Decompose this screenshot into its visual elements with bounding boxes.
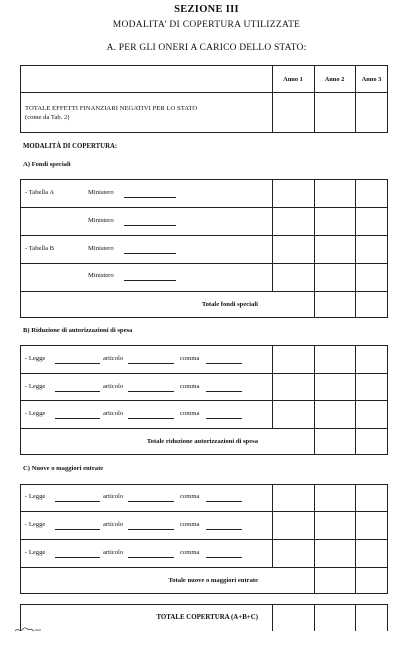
articolo-field bbox=[128, 391, 174, 392]
ministero-field bbox=[124, 197, 176, 198]
riduzione-total-label: Totale riduzione autorizzazioni di spesa bbox=[146, 438, 258, 445]
legge-label: - Legge bbox=[25, 410, 46, 417]
totale-copertura-label: TOTALE COPERTURA (A+B+C) bbox=[156, 614, 258, 621]
articolo-label: articolo bbox=[103, 493, 124, 500]
articolo-label: articolo bbox=[103, 410, 124, 417]
page-subtitle: MODALITA’ DI COPERTURA UTILIZZATE bbox=[112, 20, 301, 30]
legge-field bbox=[55, 391, 100, 392]
part-title: A. PER GLI ONERI A CARICO DELLO STATO: bbox=[106, 43, 307, 53]
legge-field bbox=[55, 529, 100, 530]
ministero-label: Ministero bbox=[88, 272, 114, 279]
modalita-heading: MODALITÀ DI COPERTURA: bbox=[23, 143, 118, 150]
comma-label: comma bbox=[180, 493, 200, 500]
legge-label: - Legge bbox=[25, 549, 46, 556]
legge-label: - Legge bbox=[25, 383, 46, 390]
ministero-field bbox=[124, 225, 176, 226]
articolo-field bbox=[128, 363, 174, 364]
comma-field bbox=[206, 418, 242, 419]
section-title: SEZIONE III bbox=[174, 4, 239, 15]
comma-label: comma bbox=[180, 549, 200, 556]
entrate-heading: C) Nuove o maggiori entrate bbox=[23, 465, 104, 472]
comma-label: comma bbox=[180, 410, 200, 417]
column-header-anno-3: Anno 3 bbox=[361, 76, 382, 83]
articolo-label: articolo bbox=[103, 549, 124, 556]
legge-field bbox=[55, 501, 100, 502]
column-header-anno-1: Anno 1 bbox=[283, 76, 303, 83]
column-header-anno-2: Anno 2 bbox=[324, 76, 345, 83]
articolo-label: articolo bbox=[103, 521, 124, 528]
articolo-label: articolo bbox=[103, 383, 124, 390]
comma-field bbox=[206, 391, 242, 392]
articolo-field bbox=[128, 501, 174, 502]
ministero-label: Ministero bbox=[88, 189, 114, 196]
comma-field bbox=[206, 501, 242, 502]
articolo-field bbox=[128, 557, 174, 558]
legge-field bbox=[55, 557, 100, 558]
legge-label: - Legge bbox=[25, 493, 46, 500]
tabella-a-label: - Tabella A bbox=[25, 189, 55, 196]
ministero-label: Ministero bbox=[88, 245, 114, 252]
totale-effetti-note: (come da Tab. 2) bbox=[25, 114, 70, 121]
fondi-heading: A) Fondi speciali bbox=[23, 161, 71, 168]
handwritten-mark-icon bbox=[14, 626, 42, 634]
ministero-field bbox=[124, 280, 176, 281]
comma-label: comma bbox=[180, 383, 200, 390]
fondi-table bbox=[20, 179, 388, 318]
articolo-label: articolo bbox=[103, 355, 124, 362]
comma-label: comma bbox=[180, 521, 200, 528]
legge-label: - Legge bbox=[25, 521, 46, 528]
comma-field bbox=[206, 557, 242, 558]
riduzione-heading: B) Riduzione di autorizzazioni di spesa bbox=[23, 327, 133, 334]
ministero-label: Ministero bbox=[88, 217, 114, 224]
fondi-total-label: Totale fondi speciali bbox=[201, 301, 258, 308]
legge-label: - Legge bbox=[25, 355, 46, 362]
comma-field bbox=[206, 529, 242, 530]
legge-field bbox=[55, 363, 100, 364]
articolo-field bbox=[128, 418, 174, 419]
legge-field bbox=[55, 418, 100, 419]
articolo-field bbox=[128, 529, 174, 530]
tabella-b-label: - Tabella B bbox=[25, 245, 55, 252]
comma-field bbox=[206, 363, 242, 364]
entrate-total-label: Totale nuove o maggiori entrate bbox=[168, 577, 258, 584]
ministero-field bbox=[124, 253, 176, 254]
comma-label: comma bbox=[180, 355, 200, 362]
totale-effetti-label: TOTALE EFFETTI FINANZIARI NEGATIVI PER LO STATO bbox=[25, 105, 198, 112]
